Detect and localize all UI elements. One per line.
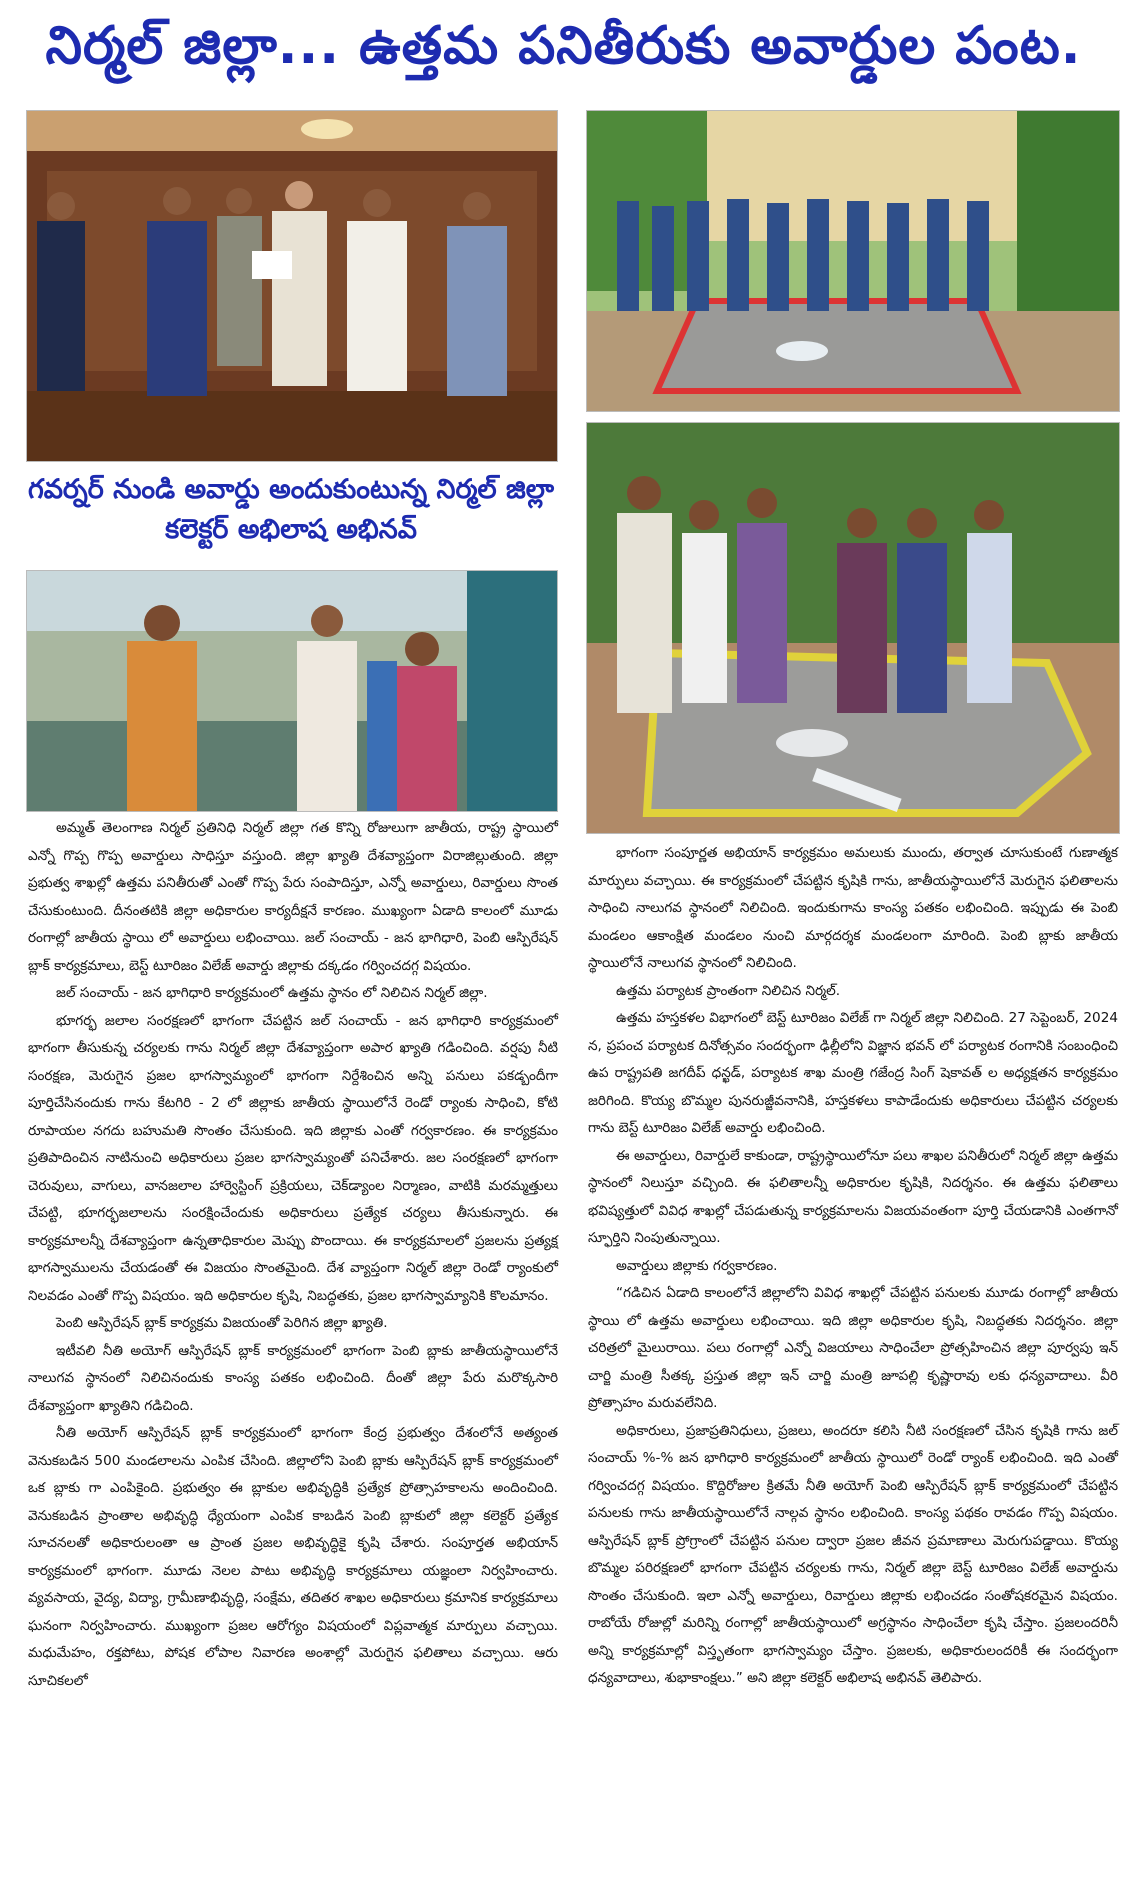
right-paragraph: భాగంగా సంపూర్ణత అభియాన్ కార్యక్రమం అమలుకు ముందు, తర్వాత చూసుకుంటే గుణాత్మక మార్పులు వచ్చాయి. ఈ కార్యక్రమంలో చేపట్టిన కృషికి గాను, జాతీయస్థాయిలోనే మెరుగైన ఫలితాలను సాధించి నాలుగవ స్థానంలో నిలిచింది. ఇందుకుగాను కాంస్య పతకం లభించింది. ఇప్పుడు ఈ పెంబి మండలం ఆకాంక్షిత మండలం నుంచి మార్గదర్శక మండలంగా మారింది. పెంబి బ్లాకు జాతీయ స్థాయిలోనే నాలుగవ స్థానంలో నిలిచింది.: [588, 845, 1118, 971]
left-paragraph: అమ్మత్ తెలంగాణ నిర్మల్ ప్రతినిధి నిర్మల్ జిల్లా గత కొన్ని రోజులుగా జాతీయ, రాష్ట్ర స్థాయిలో ఎన్నో గొప్ప గొప్ప అవార్డులు సాధిస్తూ వస్తుంది. జిల్లా ఖ్యాతి దేశవ్యాప్తంగా విరాజిల్లుతుంది. జిల్లా ప్రభుత్వ శాఖల్లో ఉత్తమ పనితీరుతో ఎంతో గొప్ప పేరు సంపాదిస్తూ, ఎన్నో అవార్డులు, రివార్డులు సొంత చేసుకుంటుంది. దీనంతటికి జిల్లా అధికారుల కార్యదీక్షనే కారణం. ముఖ్యంగా ఏడాది కాలంలో మూడు రంగాల్లో జాతీయ స్థాయి లో అవార్డులు లభించాయి. జల్ సంచాయ్ - జన భాగిధారి, పెంబి ఆస్పిరేషన్ బ్లాక్ కార్యక్రమాలు, బెస్ట్ టూరిజం విలేజ్ అవార్డు జిల్లాకు దక్కడం గర్వించదగ్గ విషయం.: [28, 820, 558, 974]
soak-pit-photo-1: [586, 110, 1120, 412]
left-paragraph: భూగర్భ జలాల సంరక్షణలో భాగంగా చేపట్టిన జల్ సంచాయ్ - జన భాగిధారి కార్యక్రమంలో భాగంగా తీసుకున్న చర్యలకు గాను నిర్మల్ జిల్లా దేశవ్యాప్తంగా అపార ఖ్యాతి గడించింది. వర్షపు నీటి సంరక్షణ, మెరుగైన ప్రజల భాగస్వామ్యంలో భాగంగా నిర్దేశించిన అన్ని పనులు పకడ్బందీగా పూర్తిచేసినందుకు గాను కేటగిరి - 2 లో జిల్లాకు జాతీయ స్థాయిలోనే రెండో ర్యాంకు సాధించి, కోటి రూపాయల నగదు బహుమతి సొంతం చేసుకుంది. ఇది జిల్లాకు ఎంతో గర్వకారణం. ఈ కార్యక్రమం ప్రతిపాదించిన నాటినుంచి అధికారులు ప్రజల భాగస్వామ్యంతో పనిచేశారు. జల సంరక్షణలో భాగంగా చెరువులు, వాగులు, వానజలాల హార్వెస్టింగ్ ప్రక్రియలు, చెక్‌డ్యాంల నిర్మాణం, వాటికి మరమ్మత్తులు చేపట్టి, భూగర్భజలాలను సంరక్షించేందుకు అధికారులు ప్రత్యేక చర్యలు తీసుకున్నారు. ఈ కార్యక్రమాలన్నీ దేశవ్యాప్తంగా ఉన్నతాధికారుల మెప్పు పొందాయి. ఈ కార్యక్రమాలలో ప్రజలను ప్రత్యక్ష భాగస్వాములను చేయడంతో ఈ విజయం సొంతమైంది. దేశ వ్యాప్తంగా నిర్మల్ జిల్లా రెండో ర్యాంకులో నిలవడం ఎంతో గొప్ప విషయం. ఇది అధికారుల కృషి, నిబద్ధతకు, ప్రజల భాగస్వామ్యానికి కొలమానం.: [28, 1012, 558, 1304]
left-paragraph: నీతి అయోగ్ ఆస్పిరేషన్ బ్లాక్ కార్యక్రమంలో భాగంగా కేంద్ర ప్రభుత్వం దేశంలోనే అత్యంత వెనుకబడిన 500 మండలాలను ఎంపిక చేసింది. జిల్లాలోని పెంబి బ్లాకు ఆస్పిరేషన్ బ్లాక్ కార్యక్రమంలో ఒక బ్లాకు గా ఎంపికైంది. ప్రభుత్వం ఈ బ్లాకుల అభివృద్ధికి ప్రత్యేక ప్రోత్సాహకాలను అందించింది. వెనుకబడిన ప్రాంతాల అభివృద్ధి ధ్యేయంగా ఎంపిక కాబడిన పెంబి బ్లాకులో జిల్లా కలెక్టర్ ప్రత్యేక సూచనలతో అధికారులంతా ఆ ప్రాంత ప్రజల అభివృద్ధికై కృషి చేశారు. సంపూర్తత అభియాన్ కార్యక్రమంలో భాగంగా. మూడు నెలల పాటు అభివృద్ధి కార్యక్రమాలు యజ్ఞంలా నిర్వహించారు. వ్యవసాయ, వైద్య, విద్యా, గ్రామీణాభివృద్ధి, సంక్షేమ, తదితర శాఖల అధికారులు క్రమానిక కార్యక్రమాలు ఘనంగా నిర్వహించారు. ముఖ్యంగా ప్రజల ఆరోగ్యం విషయంలో విప్లవాత్మక మార్పులు వచ్చాయి. మధుమేహం, రక్తపోటు, పోషక లోపాల నివారణ అంశాల్లో మెరుగైన ఫలితాలు వచ్చాయి. ఆరు సూచికలలో: [28, 1425, 558, 1689]
right-subheading: అవార్డులు జిల్లాకు గర్వకారణం.: [616, 1257, 778, 1274]
right-paragraph: ఈ అవార్డులు, రివార్డులే కాకుండా, రాష్ట్రస్థాయిలోనూ పలు శాఖల పనితీరులో నిర్మల్ జిల్లా ఉత్తమ స్థానంలో నిలుస్తూ వచ్చింది. ఈ ఫలితాలన్నీ అధికారుల కృషికి, నిదర్శనం. ఈ ఉత్తమ ఫలితాలు భవిష్యత్తులో వివిధ శాఖల్లో చేపడుతున్న కార్యక్రమాలను విజయవంతంగా పూర్తి చేయడానికి ఎంతగానో స్ఫూర్తిని నింపుతున్నాయి.: [588, 1147, 1118, 1246]
page-headline: నిర్మల్ జిల్లా... ఉత్తమ పనితీరుకు అవార్డుల పంట.: [45, 16, 1082, 76]
photo-caption: గవర్నర్ నుండి అవార్డు అందుకుంటున్న నిర్మల్ జిల్లా కలెక్టర్ అభిలాష అభినవ్: [27, 474, 555, 545]
right-paragraph: అధికారులు, ప్రజాప్రతినిధులు, ప్రజలు, అందరూ కలిసి నీటి సంరక్షణలో చేసిన కృషికి గాను జల్ సంచాయ్ %-% జన భాగిధారి కార్యక్రమంలో జాతీయ స్థాయిలో రెండో ర్యాంక్ లభించింది. ఇది ఎంతో గర్వించదగ్గ విషయం. కొద్దిరోజుల క్రితమే నీతి అయోగ్ పెంబి ఆస్పిరేషన్ బ్లాక్ కార్యక్రమంలో చేపట్టిన పనులకు గాను జాతీయస్థాయిలోనే నాల్గవ స్థానం లభించింది. కాంస్య పథకం రావడం గొప్ప విషయం. ఆస్పిరేషన్ బ్లాక్ ప్రోగ్రాంలో చేపట్టిన పనుల ద్వారా ప్రజల జీవన ప్రమాణాలు మెరుగుపడ్డాయి. కొయ్య బొమ్మల పరిరక్షణలో భాగంగా చేపట్టిన చర్యలకు గాను, నిర్మల్ జిల్లా బెస్ట్ టూరిజం విలేజ్ అవార్డును సొంతం చేసుకుంది. ఇలా ఎన్నో అవార్డులు, రివార్డులు జిల్లాకు లభించడం సంతోషకరమైన విషయం. రాబోయే రోజుల్లో మరిన్ని రంగాల్లో జాతీయస్థాయిలో అగ్రస్థానం సాధించేలా కృషి చేస్తాం. ప్రజలందరినీ అన్ని కార్యక్రమాల్లో విస్తృతంగా భాగస్వామ్యం చేస్తాం. ప్రజలకు, అధికారులందరికీ ఈ సందర్భంగా ధన్యవాదాలు, శుభాకాంక్షలు.” అని జిల్లా కలెక్టర్ అభిలాష అభినవ్ తెలిపారు.: [588, 1422, 1118, 1686]
field-visit-photo: [26, 570, 558, 812]
left-subheading: జల్ సంచాయ్ - జన భాగిధారి కార్యక్రమంలో ఉత్తమ స్థానం లో నిలిచిన నిర్మల్ జిల్లా.: [56, 985, 488, 1001]
left-paragraph: ఇటీవలి నీతి అయోగ్ ఆస్పిరేషన్ బ్లాక్ కార్యక్రమంలో భాగంగా పెంబి బ్లాకు జాతీయస్థాయిలోనే నాలుగవ స్థానంలో నిలిచినందుకు కాంస్య పతకం లభించింది. దీంతో జిల్లా పేరు మరొక్కసారి దేశవ్యాప్తంగా ఖ్యాతిని గడిచింది.: [28, 1342, 558, 1414]
soak-pit-photo-2: [586, 422, 1120, 834]
right-subheading: ఉత్తమ పర్యాటక ప్రాంతంగా నిలిచిన నిర్మల్.: [616, 982, 841, 999]
award-ceremony-photo: [26, 110, 558, 462]
left-subheading: పెంబి ఆస్పిరేషన్ బ్లాక్ కార్యక్రమ విజయంతో పెరిగిన జిల్లా ఖ్యాతి.: [56, 1315, 388, 1331]
right-article-column: [588, 840, 1118, 1693]
right-paragraph: “గడిచిన ఏడాది కాలంలోనే జిల్లాలోని వివిధ శాఖల్లో చేపట్టిన పనులకు మూడు రంగాల్లో జాతీయ స్థాయి లో ఉత్తమ అవార్డులు లభించాయి. ఇది జిల్లా అధికారుల కృషి, నిబద్ధతకు నిదర్శనం. జిల్లా చరిత్రలో మైలురాయి. పలు రంగాల్లో ఎన్నో విజయాలు సాధించేలా ప్రోత్సహించిన జిల్లా పూర్వపు ఇన్ చార్జి మంత్రి సీతక్క ప్రస్తుత జిల్లా ఇన్ చార్జి మంత్రి జూపల్లి కృష్ణారావు లకు ధన్యవాదాలు. వీరి ప్రోత్సాహం మరువలేనిది.: [588, 1285, 1118, 1411]
right-paragraph: ఉత్తమ హస్తకళల విభాగంలో బెస్ట్ టూరిజం విలేజ్ గా నిర్మల్ జిల్లా నిలిచింది. 27 సెప్టెంబర్, 2024 న, ప్రపంచ పర్యాటక దినోత్సవం సందర్భంగా ఢిల్లీలోని విజ్ఞాన భవన్ లో పర్యాటక రంగానికి సంబంధించి ఉప రాష్ట్రపతి జగదీప్ ధన్ఖడ్, పర్యాటక శాఖ మంత్రి గజేంద్ర సింగ్ షెకావత్ ల అధ్యక్షతన కార్యక్రమం జరిగింది. కొయ్య బొమ్మల పునరుజ్జీవనానికి, హస్తకళలు కాపాడేందుకు అధికారులు చేపట్టిన చర్యలకు గాను బెస్ట్ టూరిజం విలేజ్ అవార్డు లభించింది.: [588, 1010, 1118, 1136]
left-article-column: [28, 815, 558, 1695]
